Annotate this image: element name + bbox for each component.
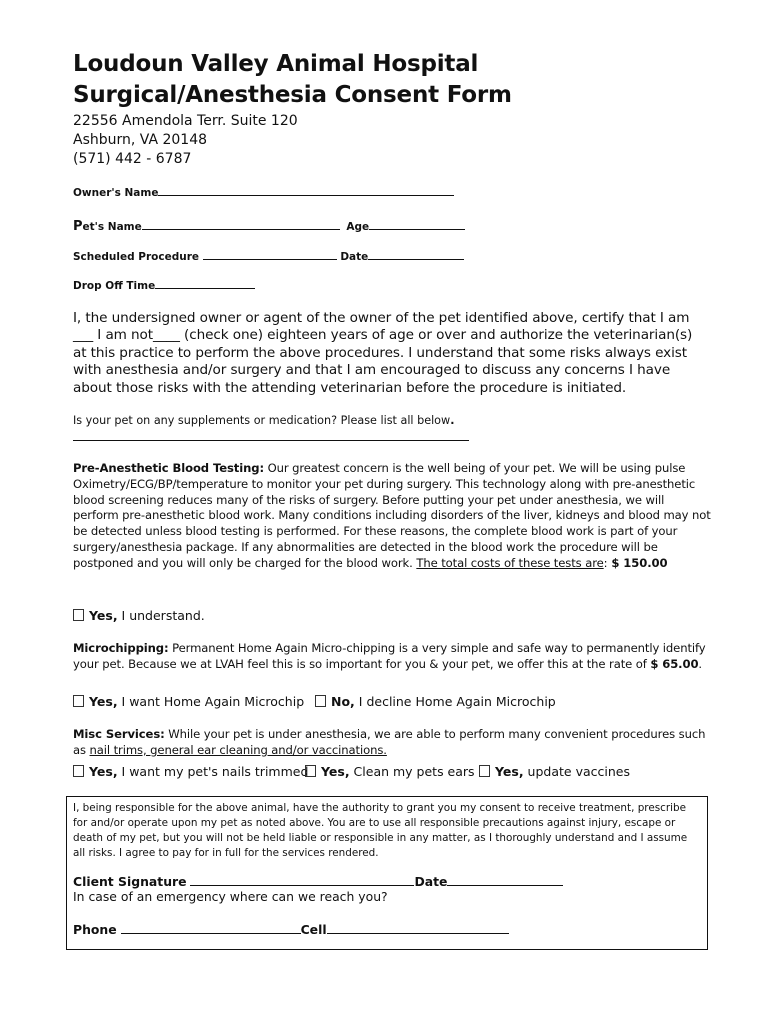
age-line[interactable] <box>369 218 465 230</box>
vaccines-text: update vaccines <box>523 764 630 779</box>
misc-services-heading: Misc Services: <box>73 727 165 741</box>
drop-off-time-line[interactable] <box>155 277 255 289</box>
consent-box <box>66 796 708 950</box>
checkbox-icon[interactable] <box>73 765 84 777</box>
microchip-yes-checkbox[interactable] <box>73 693 304 711</box>
checkbox-icon[interactable] <box>73 695 84 707</box>
pet-name-field[interactable] <box>73 218 465 234</box>
procedure-field[interactable] <box>73 248 464 264</box>
blood-testing-yes-checkbox[interactable] <box>73 607 205 625</box>
certification-line-3: at this practice to perform the above procedures. I understand that some risks always exist <box>73 344 687 361</box>
blood-testing-yes-bold: Yes, <box>89 608 118 623</box>
scheduled-procedure-label: Scheduled Procedure <box>73 251 199 263</box>
certification-line-2 <box>73 327 713 344</box>
owner-name-label: Owner's Name <box>73 187 159 199</box>
supplements-question-period: . <box>450 414 455 427</box>
phone-label: Phone <box>73 922 117 937</box>
address-line-2: Ashburn, VA 20148 <box>73 132 208 148</box>
cell-line[interactable] <box>327 921 509 934</box>
nails-trim-text: I want my pet's nails trimmed <box>117 764 309 779</box>
procedure-date-line[interactable] <box>368 248 464 260</box>
certification-paragraph <box>73 310 713 397</box>
emergency-contact-prompt: In case of an emergency where can we reach you? <box>73 889 388 904</box>
vaccines-bold: Yes, <box>495 764 524 779</box>
checkbox-icon[interactable] <box>479 765 490 777</box>
hospital-name: Loudoun Valley Animal Hospital <box>73 51 479 77</box>
blood-testing-cost-label: The total costs of these tests are <box>416 555 604 570</box>
cell-label: Cell <box>300 922 327 937</box>
certification-line-2-text: (check one) eighteen years of age or over and authorize the veterinarian(s) <box>179 327 693 344</box>
supplements-answer-line[interactable] <box>73 440 469 441</box>
pet-name-line[interactable] <box>142 218 340 230</box>
checkbox-icon[interactable] <box>315 695 326 707</box>
blood-testing-text: Our greatest concern is the well being of your pet. We will be using pulse Oximetry/ECG/BP/temperature to monitor your pet during surgery. This technology along with pre-anesthetic blood screening reduces many of the risks of surgery. Before putting your pet under anesthesia, we will perform pre-anesthetic blood work. Many conditions including disorders of the liver, kidneys and blood may not be detected unless blood testing is performed. For these reasons, the complete blood work is part of your surgery/anesthesia package. If any abnormalities are detected in the blood work the procedure will be postponed and you will only be charged for the blood work. <box>73 461 711 570</box>
ear-cleaning-text: Clean my pets ears <box>349 764 475 779</box>
supplements-question-text: Is your pet on any supplements or medication? Please list all below <box>73 414 451 427</box>
microchipping-price-period: . <box>698 656 703 671</box>
procedure-date-label: Date <box>340 251 369 263</box>
owner-name-line[interactable] <box>158 184 454 196</box>
phone-line[interactable] <box>121 921 301 934</box>
client-signature-label: Client Signature <box>73 874 187 889</box>
supplements-question <box>73 413 454 429</box>
blood-testing-cost-value: $ 150.00 <box>607 555 668 570</box>
misc-services-paragraph <box>73 727 713 759</box>
checkbox-icon[interactable] <box>73 609 84 621</box>
owner-name-field[interactable] <box>73 184 454 200</box>
certification-line-1: I, the undersigned owner or agent of the owner of the pet identified above, certify that I am <box>73 310 690 326</box>
pet-name-label: et's Name <box>82 221 142 233</box>
blood-testing-paragraph <box>73 461 713 572</box>
ear-cleaning-bold: Yes, <box>321 764 350 779</box>
nails-trim-checkbox[interactable] <box>73 763 308 781</box>
microchip-no-checkbox[interactable] <box>315 693 556 711</box>
certification-line-4: with anesthesia and/or surgery and that I am encouraged to discuss any concerns I have <box>73 362 671 379</box>
microchipping-price: $ 65.00 <box>650 656 699 671</box>
blood-testing-cost-colon: : <box>603 555 608 570</box>
client-signature-line[interactable] <box>190 873 414 886</box>
microchip-no-text: I decline Home Again Microchip <box>354 694 556 709</box>
vaccines-checkbox[interactable] <box>479 763 630 781</box>
blood-testing-heading: Pre-Anesthetic Blood Testing: <box>73 461 264 475</box>
phone-number: (571) 442 - 6787 <box>73 151 192 167</box>
ear-cleaning-checkbox[interactable] <box>305 763 475 781</box>
age-check-options[interactable]: ___ I am not____ <box>73 327 180 344</box>
microchipping-text: Permanent Home Again Micro-chipping is a very simple and safe way to permanently identify your pet. Because we at LVAH feel this is so important for you & your pet, we offer this at the rate of <box>73 641 706 671</box>
microchipping-heading: Microchipping: <box>73 641 169 655</box>
form-title: Surgical/Anesthesia Consent Form <box>73 82 512 108</box>
signature-date-label: Date <box>414 874 448 889</box>
microchipping-paragraph <box>73 641 713 673</box>
consent-statement: I, being responsible for the above animal, have the authority to grant you my consent to receive treatment, prescribe for and/or operate upon my pet as noted above. You are to use all responsible precautions against injury, escape or death of my pet, but you will not be held liable or responsible in any matter, as I thoroughly understand and I assume all risks. I agree to pay for in full for the services rendered. <box>73 802 688 859</box>
misc-services-text: While your pet is under anesthesia, we are able to perform many convenient procedures such as <box>73 727 706 757</box>
nails-trim-bold: Yes, <box>89 764 118 779</box>
pet-name-label-initial: P <box>73 219 83 234</box>
scheduled-procedure-line[interactable] <box>203 248 337 260</box>
checkbox-icon[interactable] <box>305 765 316 777</box>
misc-services-list: nail trims, general ear cleaning and/or vaccinations. <box>89 742 387 757</box>
age-label: Age <box>346 221 370 233</box>
microchip-yes-bold: Yes, <box>89 694 118 709</box>
blood-testing-yes-text: I understand. <box>117 608 205 623</box>
drop-off-time-label: Drop Off Time <box>73 280 156 292</box>
drop-off-time-field[interactable] <box>73 277 255 293</box>
microchip-no-bold: No, <box>331 694 355 709</box>
signature-date-line[interactable] <box>447 873 563 886</box>
emergency-phone-field[interactable] <box>73 921 509 938</box>
client-signature-field[interactable] <box>73 873 563 890</box>
microchip-yes-text: I want Home Again Microchip <box>117 694 305 709</box>
address-line-1: 22556 Amendola Terr. Suite 120 <box>73 113 298 129</box>
certification-line-5: about those risks with the attending veterinarian before the procedure is initiated. <box>73 379 627 396</box>
